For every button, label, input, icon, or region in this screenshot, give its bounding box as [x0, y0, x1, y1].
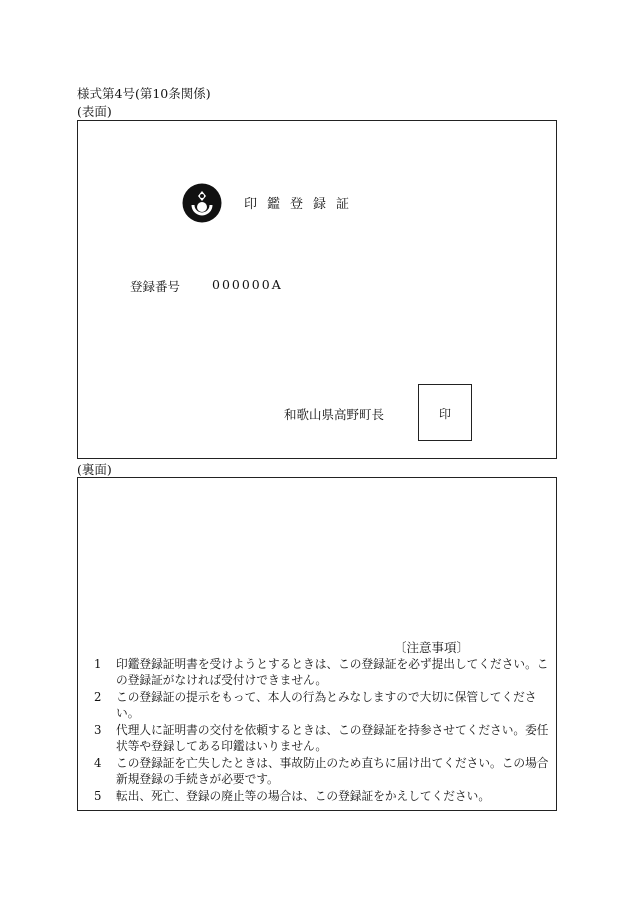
- notes-title: 〔注意事項〕: [394, 640, 470, 655]
- note-item: [94, 755, 554, 787]
- note-number: 4: [94, 756, 102, 770]
- back-side-label: (裏面): [77, 462, 112, 477]
- seal-label: 印: [438, 407, 451, 421]
- front-side-label: (表面): [77, 104, 112, 119]
- note-item: [94, 689, 554, 721]
- note-number: 5: [94, 789, 102, 803]
- town-emblem-icon: [182, 183, 222, 223]
- seal-box: [418, 384, 472, 441]
- issuer-name: 和歌山県高野町長: [284, 407, 385, 422]
- note-text: 転出、死亡、登録の廃止等の場合は、この登録証をかえしてください。: [116, 789, 491, 803]
- note-text: この登録証の提示をもって、本人の行為とみなしますので大切に保管してください。: [116, 690, 537, 720]
- card-back: [77, 477, 557, 811]
- note-number: 3: [94, 723, 102, 737]
- registration-number: 000000A: [212, 277, 283, 292]
- note-item: [94, 722, 554, 754]
- card-front: [77, 120, 557, 459]
- form-number-label: 様式第4号(第10条関係): [77, 86, 211, 101]
- note-item: [94, 788, 554, 804]
- note-number: 1: [94, 657, 102, 671]
- notes-list: [94, 656, 554, 805]
- card-title: 印鑑登録証: [244, 197, 360, 212]
- registration-number-label: 登録番号: [130, 279, 181, 294]
- note-text: この登録証を亡失したときは、事故防止のため直ちに届け出てください。この場合新規登録の手続きが必要です。: [116, 756, 549, 786]
- note-text: 印鑑登録証明書を受けようとするときは、この登録証を必ず提出してください。この登録証がなければ受付けできません。: [116, 657, 549, 687]
- note-item: [94, 656, 554, 688]
- note-number: 2: [94, 690, 102, 704]
- note-text: 代理人に証明書の交付を依頼するときは、この登録証を持参させてください。委任状等や登録してある印鑑はいりません。: [116, 723, 549, 753]
